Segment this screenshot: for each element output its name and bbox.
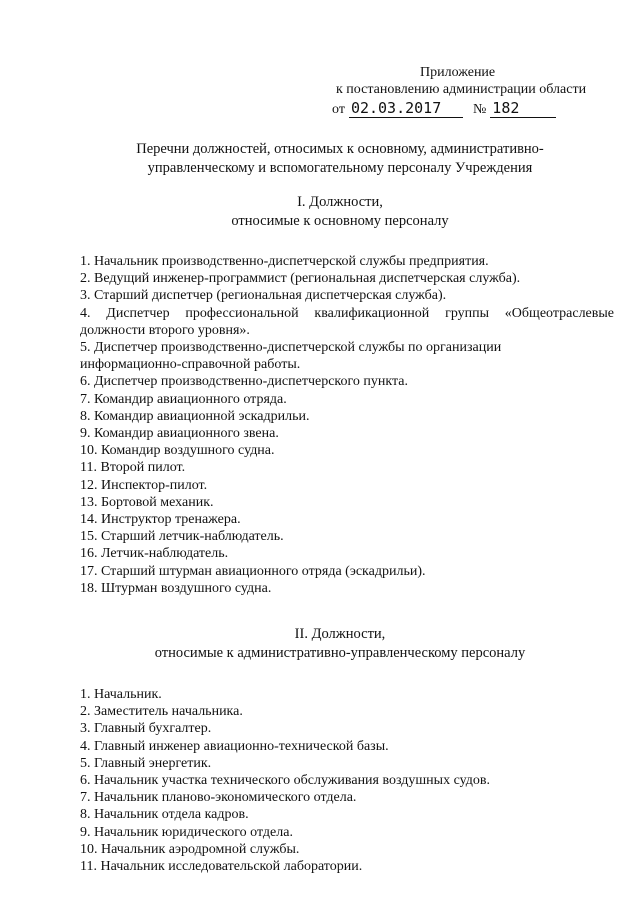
- appendix-title: Приложение: [420, 65, 496, 80]
- appendix-subtitle: к постановлению администрации области: [336, 82, 587, 97]
- list-item: 3. Главный бухгалтер.: [80, 721, 212, 737]
- number-prefix: №: [472, 102, 487, 117]
- section-1-list: [80, 253, 614, 597]
- document-title-line: Перечни должностей, относимых к основному, административно-: [136, 141, 544, 157]
- list-item: 7. Командир авиационного отряда.: [80, 391, 287, 407]
- list-item: 8. Начальник отдела кадров.: [80, 807, 249, 823]
- list-item: 16. Летчик-наблюдатель.: [80, 546, 229, 562]
- list-item: 4. Диспетчер профессиональной квалификационной группы «Общеотраслевые: [80, 305, 614, 321]
- list-item: 9. Начальник юридического отдела.: [80, 824, 293, 840]
- date-value: 02.03.2017: [349, 100, 463, 118]
- appendix-date-number-line: [332, 100, 602, 118]
- list-item: 6. Диспетчер производственно-диспетчерского пункта.: [80, 374, 409, 390]
- document-title-line: управленческому и вспомогательному персоналу Учреждения: [147, 160, 533, 176]
- list-item: 11. Второй пилот.: [80, 460, 186, 476]
- document-title: [60, 140, 620, 178]
- section-1-heading: [60, 193, 620, 231]
- section-1-title: I. Должности,: [297, 194, 383, 210]
- list-item: 9. Командир авиационного звена.: [80, 426, 279, 442]
- list-item: 10. Командир воздушного судна.: [80, 443, 275, 459]
- list-item: 2. Ведущий инженер-программист (региональная диспетчерская служба).: [80, 271, 521, 287]
- list-item: 6. Начальник участка технического обслуживания воздушных судов.: [80, 773, 490, 789]
- list-item: 15. Старший летчик-наблюдатель.: [80, 529, 284, 545]
- list-item: 2. Заместитель начальника.: [80, 704, 243, 720]
- list-item: 1. Начальник производственно-диспетчерской службы предприятия.: [80, 254, 489, 269]
- section-2-list: [80, 686, 614, 875]
- appendix-block: [332, 64, 602, 118]
- list-item: 13. Бортовой механик.: [80, 494, 214, 510]
- list-item: 8. Командир авиационной эскадрильи.: [80, 408, 310, 424]
- list-item: 14. Инструктор тренажера.: [80, 512, 241, 528]
- list-item: 12. Инспектор-пилот.: [80, 477, 208, 493]
- list-item: 18. Штурман воздушного судна.: [80, 580, 272, 596]
- date-prefix: от: [332, 102, 345, 117]
- number-value: 182: [490, 100, 556, 118]
- list-item: 3. Старший диспетчер (региональная диспетчерская служба).: [80, 288, 447, 304]
- list-item: 5. Диспетчер производственно-диспетчерской службы по организации: [80, 340, 502, 356]
- list-item: информационно-справочной работы.: [80, 357, 301, 373]
- list-item: должности второго уровня».: [80, 322, 250, 338]
- section-1-subtitle: относимые к основному персоналу: [231, 213, 449, 229]
- section-2-subtitle: относимые к административно-управленческому персоналу: [154, 645, 526, 661]
- list-item: 4. Главный инженер авиационно-технической базы.: [80, 738, 389, 754]
- list-item: 1. Начальник.: [80, 687, 162, 702]
- list-item: 11. Начальник исследовательской лаборатории.: [80, 859, 363, 875]
- list-item: 10. Начальник аэродромной службы.: [80, 841, 300, 857]
- list-item: 7. Начальник планово-экономического отдела.: [80, 790, 357, 806]
- list-item: 5. Главный энергетик.: [80, 755, 212, 771]
- section-2-heading: [60, 625, 620, 663]
- list-item: 17. Старший штурман авиационного отряда (эскадрильи).: [80, 563, 426, 579]
- section-2-title: II. Должности,: [294, 626, 386, 642]
